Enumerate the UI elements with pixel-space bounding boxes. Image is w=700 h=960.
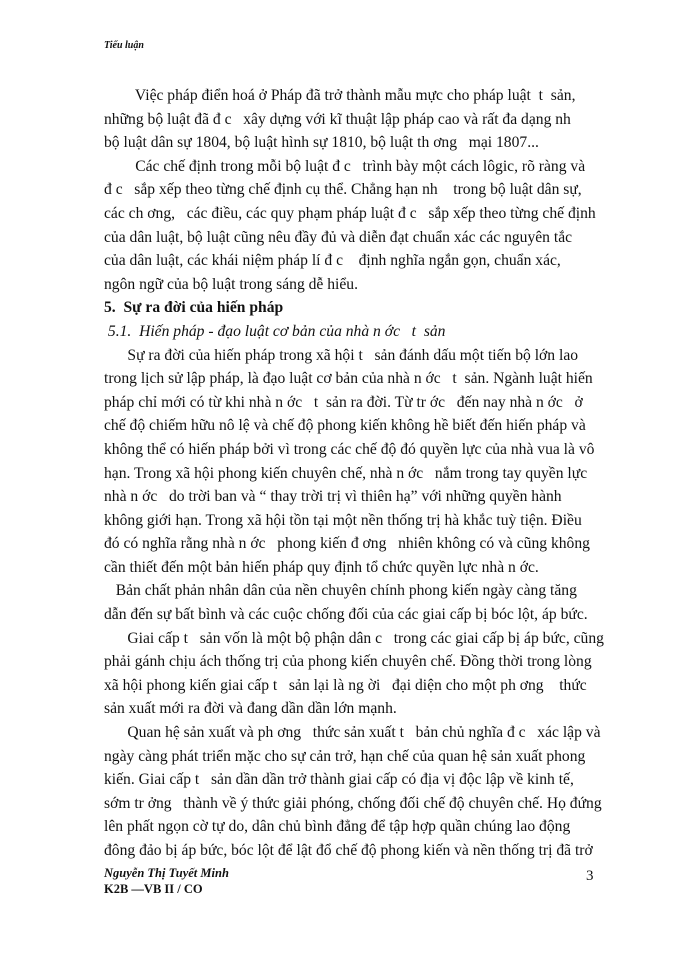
text-line: sớm tr ởng thành về ý thức giải phóng, chống đối chế độ chuyên chế. Họ đứng: [104, 794, 602, 812]
subsection-heading: 5.1. Hiến pháp - đạo luật cơ bản của nhà n ớc t sản: [104, 322, 446, 340]
text-line: lên phất ngọn cờ tự do, dân chủ bình đẳng để tập hợp quần chúng lao động: [104, 818, 571, 836]
text-line: các ch ơng, các điều, các quy phạm pháp luật đ c sắp xếp theo từng chế định: [104, 204, 596, 222]
text-line: Quan hệ sản xuất và ph ơng thức sản xuất t bản chủ nghĩa đ c xác lập và: [104, 724, 601, 742]
text-line: Sự ra đời của hiến pháp trong xã hội t sản đánh dấu một tiến bộ lớn lao: [104, 346, 579, 364]
text-line: phải gánh chịu ách thống trị của phong kiến chuyên chế. Đồng thời trong lòng: [104, 653, 592, 671]
text-line: không thể có hiến pháp bởi vì trong các chế độ đó quyền lực của nhà vua là vô: [104, 440, 595, 458]
text-line: xã hội phong kiến giai cấp t sản lại là ng ời đại diện cho một ph ơng thức: [104, 676, 587, 694]
text-line: dẫn đến sự bất bình và các cuộc chống đối của các giai cấp bị bóc lột, áp bức.: [104, 606, 588, 624]
text-line: đông đảo bị áp bức, bóc lột để lật đổ chế độ phong kiến và nền thống trị đã trở: [104, 842, 593, 859]
text-line: ngôn ngữ của bộ luật trong sáng dễ hiểu.: [104, 275, 358, 293]
text-line: của dân luật, các khái niệm pháp lí đ c định nghĩa ngắn gọn, chuẩn xác,: [104, 252, 561, 270]
footer-class: K2B —VB II / CO: [104, 882, 203, 896]
text-line: Bản chất phản nhân dân của nền chuyên chính phong kiến ngày càng tăng: [104, 582, 577, 600]
text-line: đó có nghĩa rằng nhà n ớc phong kiến đ ơng nhiên không có và cũng không: [104, 535, 590, 553]
text-line: bộ luật dân sự 1804, bộ luật hình sự 1810, bộ luật th ơng mại 1807...: [104, 134, 539, 152]
text-line: cần thiết đến một bản hiến pháp quy định tổ chức quyền lực nhà n ớc.: [104, 558, 539, 576]
text-line: ngày càng phát triển mặc cho sự cản trở, hạn chế của quan hệ sản xuất phong: [104, 747, 586, 765]
text-line: đ c sắp xếp theo từng chế định cụ thể. Chẳng hạn nh trong bộ luật dân sự,: [104, 181, 582, 199]
text-line: không giới hạn. Trong xã hội tồn tại một nền thống trị hà khắc tuỳ tiện. Điều: [104, 511, 582, 529]
text-line: của dân luật, bộ luật cũng nêu đầy đủ và diễn đạt chuẩn xác các nguyên tắc: [104, 228, 573, 246]
text-line: kiến. Giai cấp t sản dần dần trở thành giai cấp có địa vị độc lập về kinh tế,: [104, 771, 574, 789]
document-body: [104, 84, 604, 863]
running-header: Tiểu luận: [104, 40, 144, 51]
section-heading: 5. Sự ra đời của hiến pháp: [104, 299, 284, 317]
text-line: Việc pháp điển hoá ở Pháp đã trở thành mẫu mực cho pháp luật t sản,: [104, 87, 576, 104]
text-line: sản xuất mới ra đời và đang dần dần lớn mạnh.: [104, 700, 397, 718]
footer-author: Nguyễn Thị Tuyết Minh: [104, 866, 229, 880]
text-line: Giai cấp t sản vốn là một bộ phận dân c trong các giai cấp bị áp bức, cũng: [104, 629, 604, 647]
text-line: Các chế định trong mỗi bộ luật đ c trình bày một cách lôgic, rõ ràng và: [104, 157, 586, 175]
text-line: hạn. Trong xã hội phong kiến chuyên chế, nhà n ớc nắm trong tay quyền lực: [104, 464, 588, 482]
text-line: những bộ luật đã đ c xây dựng với kĩ thuật lập pháp cao và rất đa dạng nh: [104, 110, 571, 128]
text-line: trong lịch sử lập pháp, là đạo luật cơ bản của nhà n ớc t sản. Ngành luật hiến: [104, 370, 593, 388]
text-line: chế độ chiếm hữu nô lệ và chế độ phong kiến không hề biết đến hiến pháp và: [104, 417, 586, 435]
text-line: pháp chỉ mới có từ khi nhà n ớc t sản ra đời. Từ tr ớc đến nay nhà n ớc ở: [104, 393, 583, 411]
text-line: nhà n ớc do trời ban và “ thay trời trị vì thiên hạ” với những quyền hành: [104, 488, 562, 506]
page-number: 3: [586, 868, 594, 884]
